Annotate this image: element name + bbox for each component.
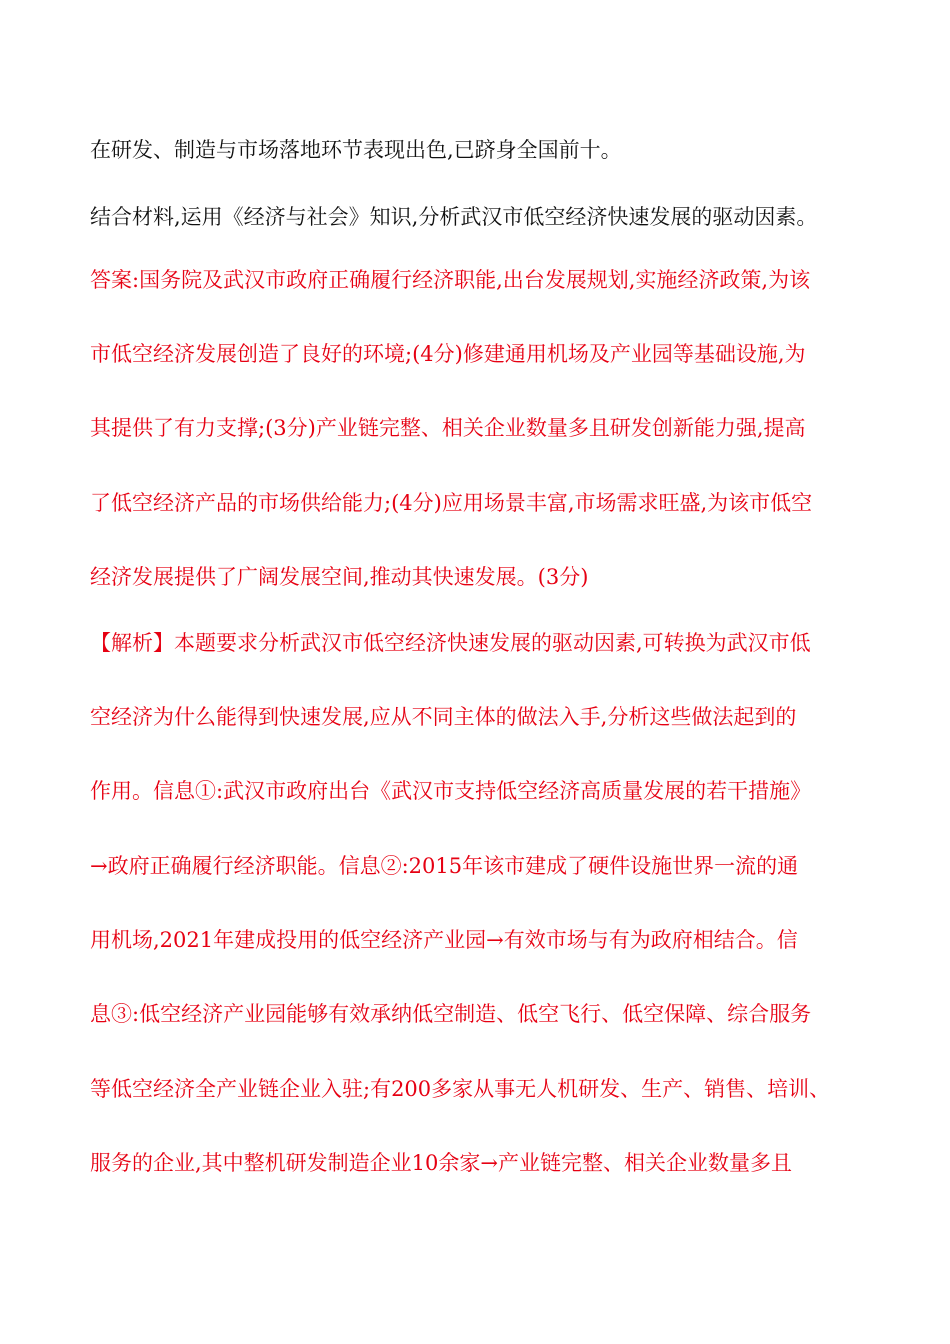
analysis-line: →政府正确履行经济职能。信息②:2015年该市建成了硬件设施世界一流的通 <box>90 854 799 878</box>
answer-line: 其提供了有力支撑;(3分)产业链完整、相关企业数量多且研发创新能力强,提高 <box>90 416 806 440</box>
analysis-line: 空经济为什么能得到快速发展,应从不同主体的做法入手,分析这些做法起到的 <box>90 705 797 729</box>
analysis-line: 等低空经济全产业链企业入驻;有200多家从事无人机研发、生产、销售、培训、 <box>90 1077 831 1101</box>
answer-line: 市低空经济发展创造了良好的环境;(4分)修建通用机场及产业园等基础设施,为 <box>90 342 806 366</box>
analysis-line: 【解析】本题要求分析武汉市低空经济快速发展的驱动因素,可转换为武汉市低 <box>90 631 811 655</box>
answer-line: 答案:国务院及武汉市政府正确履行经济职能,出台发展规划,实施经济政策,为该 <box>90 268 811 292</box>
answer-line: 经济发展提供了广阔发展空间,推动其快速发展。(3分) <box>90 565 589 589</box>
analysis-line: 服务的企业,其中整机研发制造企业10余家→产业链完整、相关企业数量多且 <box>90 1151 792 1175</box>
material-text-line: 在研发、制造与市场落地环节表现出色,已跻身全国前十。 <box>90 138 622 162</box>
analysis-line: 用机场,2021年建成投用的低空经济产业园→有效市场与有为政府相结合。信 <box>90 928 798 952</box>
analysis-line: 作用。信息①:武汉市政府出台《武汉市支持低空经济高质量发展的若干措施》 <box>90 779 812 803</box>
question-text-line: 结合材料,运用《经济与社会》知识,分析武汉市低空经济快速发展的驱动因素。 <box>90 205 818 229</box>
analysis-line: 息③:低空经济产业园能够有效承纳低空制造、低空飞行、低空保障、综合服务 <box>90 1002 812 1026</box>
answer-line: 了低空经济产品的市场供给能力;(4分)应用场景丰富,市场需求旺盛,为该市低空 <box>90 491 813 515</box>
